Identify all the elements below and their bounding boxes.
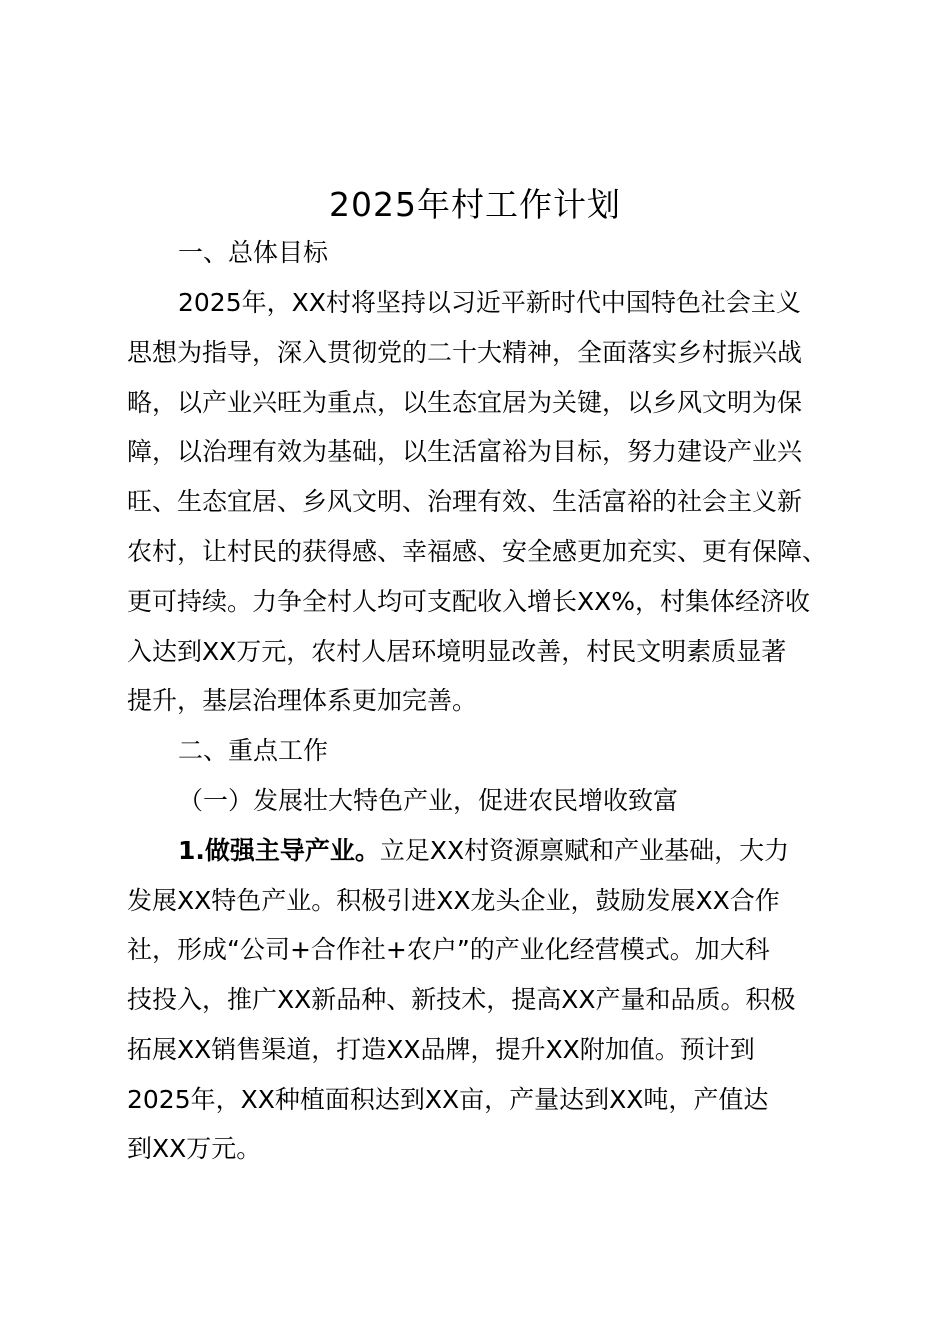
paragraph-line: 略，以产业兴旺为重点，以生态宜居为关键，以乡风文明为保 [127, 388, 803, 417]
section-heading-overall-goal: 一、总体目标 [178, 238, 329, 267]
item-first-line [178, 836, 789, 866]
section-heading-key-work: 二、重点工作 [178, 736, 329, 765]
paragraph-line: 提升，基层治理体系更加完善。 [127, 686, 478, 715]
paragraph-line: 入达到XX万元，农村人居环境明显改善，村民文明素质显著 [127, 637, 787, 666]
paragraph-line: 发展XX特色产业。积极引进XX龙头企业，鼓励发展XX合作 [127, 886, 780, 915]
paragraph-line: 农村，让村民的获得感、幸福感、安全感更加充实、更有保障、 [127, 537, 828, 566]
paragraph-line: 思想为指导，深入贯彻党的二十大精神，全面落实乡村振兴战 [127, 338, 803, 367]
document-title: 2025年村工作计划 [329, 185, 621, 224]
paragraph-line: 旺、生态宜居、乡风文明、治理有效、生活富裕的社会主义新 [127, 487, 803, 516]
item-first-line-text: 立足XX村资源禀赋和产业基础，大力 [379, 836, 790, 865]
paragraph-line: 拓展XX销售渠道，打造XX品牌，提升XX附加值。预计到 [127, 1035, 755, 1064]
item-bold-heading: 1.做强主导产业。 [178, 836, 380, 865]
paragraph-line: 障，以治理有效为基础，以生活富裕为目标，努力建设产业兴 [127, 437, 803, 466]
paragraph-line: 技投入，推广XX新品种、新技术，提高XX产量和品质。积极 [127, 985, 796, 1014]
paragraph-line: 到XX万元。 [127, 1134, 262, 1163]
paragraph-line: 2025年，XX村将坚持以习近平新时代中国特色社会主义 [178, 288, 801, 317]
paragraph-line: 社，形成“公司+合作社+农户”的产业化经营模式。加大科 [127, 935, 770, 964]
paragraph-line: 更可持续。力争全村人均可支配收入增长XX%，村集体经济收 [127, 587, 811, 616]
paragraph-line: 2025年，XX种植面积达到XX亩，产量达到XX吨，产值达 [127, 1085, 769, 1114]
subsection-heading: （一）发展壮大特色产业，促进农民增收致富 [178, 786, 679, 815]
